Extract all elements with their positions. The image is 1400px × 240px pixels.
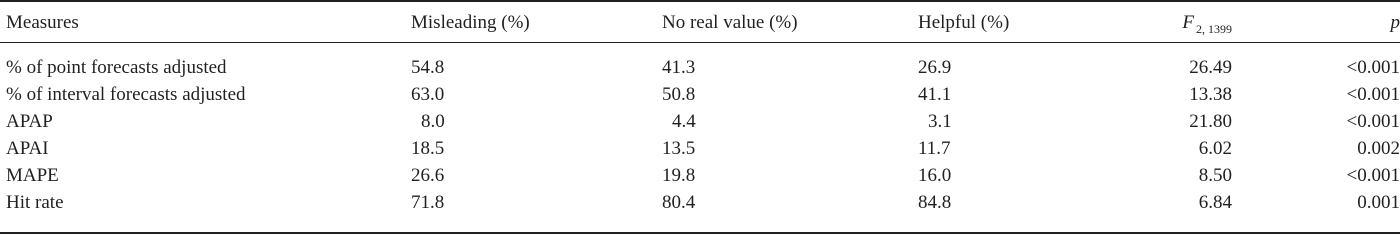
table-row [0,111,1400,138]
row-misleading-value: 54.8 [411,57,445,78]
row-p-value: <0.001 [1346,111,1400,132]
row-misleading-value: 63.0 [411,84,445,105]
row-no-real-value-value: 50.8 [662,84,696,105]
row-helpful-value: 84.8 [918,192,952,213]
header-no-real-value: No real value (%) [662,12,798,33]
row-p-value: <0.001 [1346,165,1400,186]
row-measure: % of interval forecasts adjusted [6,84,246,105]
table-header-rule [0,42,1400,43]
row-measure: APAP [6,111,53,132]
row-no-real-value-value: 4.4 [672,111,696,132]
row-no-real-value-value: 19.8 [662,165,696,186]
header-p-value: p [1390,12,1400,33]
row-helpful-value: 26.9 [918,57,952,78]
row-p-value: 0.002 [1357,138,1400,159]
row-measure: % of point forecasts adjusted [6,57,227,78]
row-no-real-value-value: 41.3 [662,57,696,78]
table-row [0,57,1400,84]
row-measure: Hit rate [6,192,64,213]
header-f-subscript: 2, 1399 [1196,22,1232,36]
row-helpful-value: 41.1 [918,84,952,105]
table-bottom-rule [0,232,1400,234]
row-f-value: 8.50 [1198,165,1232,186]
table-row [0,192,1400,219]
header-f-symbol: F [1182,12,1194,33]
row-helpful-value: 11.7 [918,138,951,159]
row-p-value: <0.001 [1346,84,1400,105]
row-f-value: 6.84 [1198,192,1232,213]
row-f-value: 21.80 [1189,111,1232,132]
header-helpful: Helpful (%) [918,12,1010,33]
table-top-rule [0,0,1400,2]
header-measures: Measures [6,12,79,33]
row-misleading-value: 18.5 [411,138,445,159]
row-no-real-value-value: 13.5 [662,138,696,159]
table-row [0,84,1400,111]
table-row [0,138,1400,165]
table-row [0,165,1400,192]
row-misleading-value: 8.0 [421,111,445,132]
row-helpful-value: 16.0 [918,165,952,186]
row-f-value: 13.38 [1189,84,1232,105]
row-measure: MAPE [6,165,59,186]
row-p-value: 0.001 [1357,192,1400,213]
row-helpful-value: 3.1 [928,111,952,132]
row-misleading-value: 71.8 [411,192,445,213]
row-misleading-value: 26.6 [411,165,445,186]
row-f-value: 6.02 [1198,138,1232,159]
row-no-real-value-value: 80.4 [662,192,696,213]
row-measure: APAI [6,138,49,159]
header-misleading: Misleading (%) [411,12,530,33]
row-f-value: 26.49 [1189,57,1232,78]
header-f-statistic [1120,12,1232,35]
row-p-value: <0.001 [1346,57,1400,78]
